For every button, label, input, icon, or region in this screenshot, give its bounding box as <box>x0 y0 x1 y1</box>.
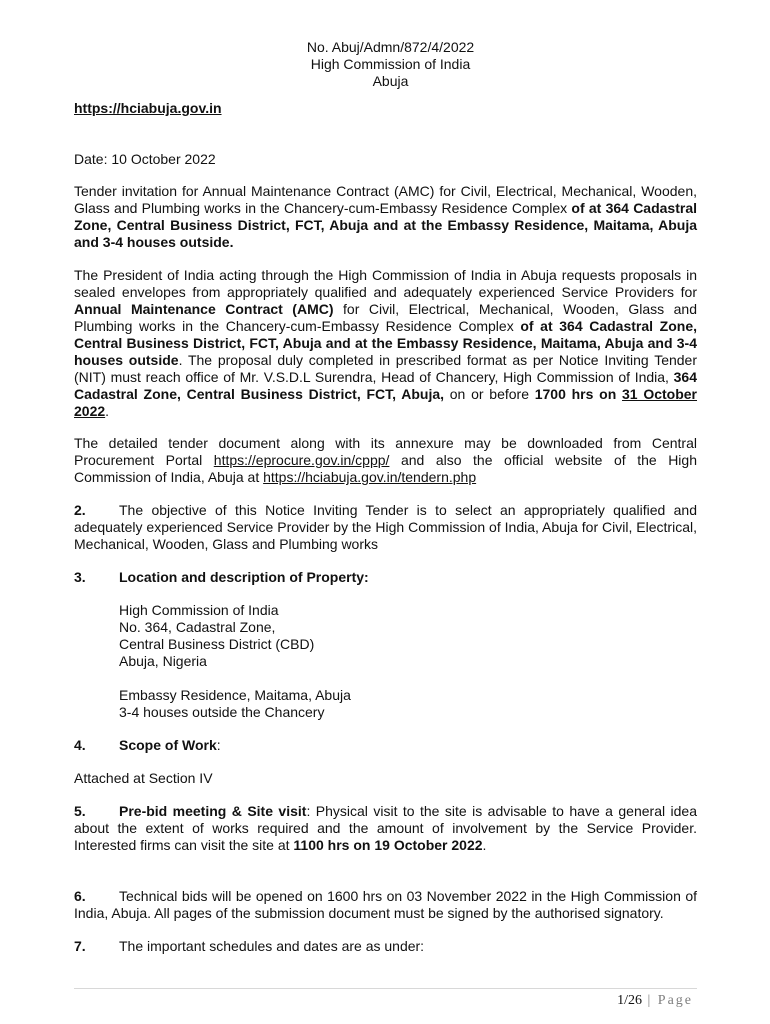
intro-bold: of at 364 Cadastral Zone, Central Business District, FCT, Abuja and at the Embassy Residence, Maitama, Abuja and 3-4 houses outside. <box>74 200 698 250</box>
letter-date: Date: 10 October 2022 <box>74 151 216 167</box>
address-line: High Commission of India <box>119 602 279 618</box>
proposal-paragraph <box>74 267 697 420</box>
footer-divider <box>74 988 697 989</box>
section-7-number: 7. <box>74 938 86 954</box>
proposal-text-5: . <box>105 403 110 419</box>
proposal-bold-3: 364 Cadastral Zone, Central Business District, FCT, Abuja, <box>74 369 697 402</box>
proposal-bold-2: of at 364 Cadastral Zone, Central Business District, FCT, Abuja and at the Embassy Residence, Maitama, Abuja and 3-4 houses outside <box>74 318 697 368</box>
address-line: Abuja, Nigeria <box>119 653 207 669</box>
section-5-number: 5. <box>74 803 86 819</box>
letter-header <box>84 39 697 90</box>
proposal-deadline-date: 31 October 2022 <box>74 386 698 419</box>
footer-separator: | <box>641 993 658 1008</box>
section-7 <box>74 938 697 955</box>
section-6-text: Technical bids will be opened on 1600 hrs on 03 November 2022 in the High Commission of India, Abuja. All pages of the submission document must be signed by the authorised signatory. <box>74 888 697 921</box>
section-5 <box>74 803 697 854</box>
office-city: Abuja <box>372 73 409 89</box>
section-3-title: Location and description of Property: <box>119 569 369 585</box>
proposal-text-4: on or before <box>444 386 535 402</box>
tender-page-link[interactable]: https://hciabuja.gov.in/tendern.php <box>263 469 477 485</box>
proposal-text-3: . The proposal duly completed in prescribed format as per Notice Inviting Tender (NIT) must reach office of Mr. V.S.D.L Surendra, Head of Chancery, High Commission of India, <box>74 352 698 385</box>
chancery-address <box>119 602 697 721</box>
section-5-title: Pre-bid meeting & Site visit <box>119 803 307 819</box>
office-name: High Commission of India <box>310 56 471 72</box>
download-text-1: The detailed tender document along with its annexure may be downloaded from Central Procurement Portal <box>74 435 697 468</box>
website-link-text[interactable]: https://hciabuja.gov.in <box>74 100 222 116</box>
section-4-title: Scope of Work <box>119 737 217 753</box>
section-2-number: 2. <box>74 502 86 518</box>
reference-number: No. Abuj/Admn/872/4/2022 <box>306 39 475 55</box>
section-4-number: 4. <box>74 737 86 753</box>
proposal-deadline-time: 1700 hrs on <box>534 386 623 402</box>
page-label: Page <box>657 993 693 1008</box>
section-6-number: 6. <box>74 888 86 904</box>
section-4-body: Attached at Section IV <box>74 770 213 786</box>
section-5-text: : Physical visit to the site is advisable to have a general idea about the extent of works required and the amount of involvement by the Service Provider. Interested firms can visit the site at <box>74 803 697 853</box>
section-3 <box>74 569 697 721</box>
address-line: 3-4 houses outside the Chancery <box>119 704 325 720</box>
section-2 <box>74 502 697 553</box>
proposal-text-2: for Civil, Electrical, Mechanical, Wooden, Glass and Plumbing works in the Chancery-cum-Embassy Residence Complex <box>74 301 697 334</box>
section-5-end: . <box>482 837 487 853</box>
section-4-colon: : <box>216 737 221 753</box>
download-text-2: and also the official website of the High Commission of India, Abuja at <box>74 452 697 485</box>
section-4 <box>74 737 697 754</box>
address-line: Central Business District (CBD) <box>119 636 315 652</box>
page-number: 1/26 <box>617 993 642 1008</box>
download-paragraph <box>74 435 697 486</box>
address-line: Embassy Residence, Maitama, Abuja <box>119 687 351 703</box>
page-footer <box>617 992 693 1009</box>
cppp-link[interactable]: https://eprocure.gov.in/cppp/ <box>213 452 390 468</box>
site-visit-datetime: 1100 hrs on 19 October 2022 <box>293 837 483 853</box>
section-2-text: The objective of this Notice Inviting Tender is to select an appropriately qualified and adequately experienced Service Provider by the High Commission of India, Abuja for Civil, Electrical, Mechanical, Wooden, Glass and Plumbing works <box>74 502 697 552</box>
proposal-text-1: The President of India acting through the High Commission of India in Abuja requests proposals in sealed envelopes from appropriately qualified and adequately experienced Service Providers for <box>74 267 697 300</box>
intro-text: Tender invitation for Annual Maintenance Contract (AMC) for Civil, Electrical, Mechanical, Wooden, Glass and Plumbing works in the Chancery-cum-Embassy Residence Complex <box>74 183 697 216</box>
section-7-text: The important schedules and dates are as under: <box>119 938 425 954</box>
tender-intro-paragraph <box>74 183 697 251</box>
proposal-bold-1: Annual Maintenance Contract (AMC) <box>74 301 334 317</box>
address-line: No. 364, Cadastral Zone, <box>119 619 276 635</box>
document-page <box>74 39 697 955</box>
section-6 <box>74 888 697 922</box>
section-3-number: 3. <box>74 569 86 585</box>
website-link[interactable] <box>74 100 697 117</box>
